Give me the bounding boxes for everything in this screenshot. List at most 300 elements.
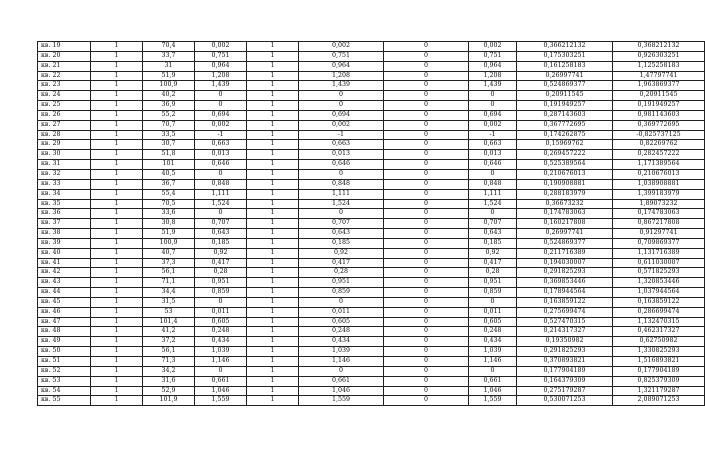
table-cell: 0,002 (299, 42, 384, 52)
table-cell: 0,291825293 (517, 347, 613, 357)
table-cell: 0,951 (299, 278, 384, 288)
table-cell: 1,439 (195, 81, 247, 91)
table-cell: 0,848 (195, 179, 247, 189)
table-cell: 0,210676013 (517, 169, 613, 179)
table-cell: 0,981143603 (613, 110, 705, 120)
table-cell: 0,643 (469, 229, 517, 239)
table-cell: 0 (299, 169, 384, 179)
table-cell: 51,9 (143, 229, 195, 239)
table-cell: 0 (384, 130, 469, 140)
table-cell: 0,28 (299, 268, 384, 278)
table-cell: 1,046 (469, 386, 517, 396)
table-cell: 1,208 (469, 71, 517, 81)
table-cell: 0,366212132 (517, 42, 613, 52)
table-cell: 0,011 (195, 307, 247, 317)
table-cell: 0 (384, 81, 469, 91)
table-cell: кв. 46 (38, 307, 91, 317)
table-cell: 1 (247, 120, 299, 130)
table-row (38, 386, 705, 396)
table-cell: 1 (91, 101, 143, 111)
table-cell: 37,3 (143, 258, 195, 268)
table-cell: 0,248 (195, 327, 247, 337)
table-row (38, 357, 705, 367)
table-row (38, 219, 705, 229)
table-cell: 0 (299, 366, 384, 376)
table-cell: 1 (247, 386, 299, 396)
table-cell: 1,046 (299, 386, 384, 396)
table-cell: 1,111 (469, 189, 517, 199)
table-cell: 1 (91, 61, 143, 71)
table-cell: 1 (247, 189, 299, 199)
table-cell: 1 (91, 347, 143, 357)
table-row (38, 42, 705, 52)
table-cell: кв. 30 (38, 150, 91, 160)
table-cell: 0 (384, 357, 469, 367)
table-cell: 100,9 (143, 81, 195, 91)
table-cell: кв. 38 (38, 229, 91, 239)
table-cell: 1,524 (195, 199, 247, 209)
table-cell: 0 (299, 101, 384, 111)
table-cell: 0 (469, 101, 517, 111)
table-cell: 1 (91, 169, 143, 179)
table-cell: 0 (384, 101, 469, 111)
table-cell: 0,92 (195, 248, 247, 258)
table-row (38, 199, 705, 209)
table-cell: 0,951 (195, 278, 247, 288)
table-cell: 0,661 (469, 376, 517, 386)
table-cell: 55,2 (143, 110, 195, 120)
table-cell: 0 (384, 278, 469, 288)
table-cell: 0,286699474 (613, 307, 705, 317)
table-cell: 1 (247, 160, 299, 170)
table-cell: 31,5 (143, 297, 195, 307)
table-row (38, 130, 705, 140)
table-cell: 33,6 (143, 209, 195, 219)
table-cell: 0 (384, 91, 469, 101)
table-cell: кв. 44 (38, 288, 91, 298)
table-cell: 0,002 (195, 120, 247, 130)
table-cell: 1 (247, 376, 299, 386)
data-table (37, 41, 705, 406)
table-cell: 0,964 (195, 61, 247, 71)
table-cell: 53 (143, 307, 195, 317)
table-cell: 1,559 (469, 396, 517, 406)
table-cell: 0,248 (469, 327, 517, 337)
table-cell: 1,037944564 (613, 288, 705, 298)
table-cell: 0,92 (299, 248, 384, 258)
table-cell: 0 (384, 169, 469, 179)
table-cell: 0 (384, 288, 469, 298)
table-cell: 1 (91, 120, 143, 130)
table-cell: 1 (247, 297, 299, 307)
table-cell: 0 (384, 150, 469, 160)
table-cell: 0,663 (195, 140, 247, 150)
table-cell: кв. 27 (38, 120, 91, 130)
table-cell: кв. 23 (38, 81, 91, 91)
table-cell: 1 (247, 357, 299, 367)
table-row (38, 376, 705, 386)
table-cell: кв. 40 (38, 248, 91, 258)
table-cell: 0,964 (469, 61, 517, 71)
table-cell: 1 (91, 268, 143, 278)
table-cell: 1 (91, 337, 143, 347)
table-cell: 0,163859122 (517, 297, 613, 307)
table-cell: 1 (91, 238, 143, 248)
table-cell: 1,046 (195, 386, 247, 396)
table-cell: 1 (91, 248, 143, 258)
table-row (38, 278, 705, 288)
table-cell: 1 (91, 386, 143, 396)
table-cell: 0,524869377 (517, 81, 613, 91)
table-cell: 0,002 (469, 42, 517, 52)
table-row (38, 189, 705, 199)
table-cell: 0 (384, 199, 469, 209)
table-cell: 0,663 (299, 140, 384, 150)
table-cell: 0 (384, 189, 469, 199)
table-cell: 71,3 (143, 357, 195, 367)
table-cell: 31 (143, 61, 195, 71)
table-row (38, 288, 705, 298)
table-cell: 1 (247, 317, 299, 327)
table-cell: кв. 41 (38, 258, 91, 268)
table-cell: кв. 35 (38, 199, 91, 209)
table-cell: 0,36673232 (517, 199, 613, 209)
table-cell: 0 (195, 297, 247, 307)
table-cell: 1 (247, 61, 299, 71)
table-cell: 100,9 (143, 238, 195, 248)
table-cell: 40,2 (143, 91, 195, 101)
table-cell: 0 (195, 91, 247, 101)
table-cell: 0,661 (299, 376, 384, 386)
table-cell: 0,646 (299, 160, 384, 170)
table-cell: 1 (247, 238, 299, 248)
table-cell: 0 (384, 71, 469, 81)
table-cell: 0,867217808 (613, 219, 705, 229)
table-cell: 1,321179287 (613, 386, 705, 396)
table-cell: 0,002 (469, 120, 517, 130)
table-cell: 0,013 (299, 150, 384, 160)
table-cell: 0,369772695 (613, 120, 705, 130)
table-cell: 0,611030007 (613, 258, 705, 268)
table-cell: 33,7 (143, 51, 195, 61)
table-cell: 0,002 (299, 120, 384, 130)
table-cell: 30,8 (143, 219, 195, 229)
table-cell: кв. 50 (38, 347, 91, 357)
table-cell: 0 (469, 297, 517, 307)
table-cell: 0,859 (299, 288, 384, 298)
table-cell: -1 (195, 130, 247, 140)
table-cell: 0,20911545 (517, 91, 613, 101)
table-cell: кв. 25 (38, 101, 91, 111)
table-cell: 1 (91, 42, 143, 52)
table-cell: 0,417 (469, 258, 517, 268)
table-cell: 0 (384, 337, 469, 347)
table-cell: 1 (247, 91, 299, 101)
table-cell: кв. 22 (38, 71, 91, 81)
table-cell: 0 (384, 219, 469, 229)
table-cell: 55,4 (143, 189, 195, 199)
table-row (38, 297, 705, 307)
table-cell: 1 (91, 199, 143, 209)
table-cell: 0,751 (469, 51, 517, 61)
table-cell: 0,174783063 (613, 209, 705, 219)
table-cell: 1,039 (469, 347, 517, 357)
table-cell: 1,208 (195, 71, 247, 81)
table-cell: 0 (299, 91, 384, 101)
table-cell: 1 (91, 130, 143, 140)
table-cell: кв. 51 (38, 357, 91, 367)
table-cell: 1 (247, 347, 299, 357)
table-cell: 101 (143, 160, 195, 170)
table-row (38, 238, 705, 248)
table-cell: 1 (91, 219, 143, 229)
table-cell: кв. 29 (38, 140, 91, 150)
table-cell: 1 (91, 51, 143, 61)
table-cell: 0 (469, 366, 517, 376)
table-cell: 36,9 (143, 101, 195, 111)
table-cell: 0,013 (469, 150, 517, 160)
table-cell: 40,5 (143, 169, 195, 179)
table-cell: 0,214317327 (517, 327, 613, 337)
table-cell: 0,859 (469, 288, 517, 298)
table-cell: -1 (299, 130, 384, 140)
table-cell: 0 (384, 140, 469, 150)
table-row (38, 396, 705, 406)
table-cell: 0,751 (299, 51, 384, 61)
table-cell: 0,859 (195, 288, 247, 298)
table-cell: кв. 45 (38, 297, 91, 307)
table-cell: 0,663 (469, 140, 517, 150)
table-cell: кв. 47 (38, 317, 91, 327)
table-cell: 0,275179287 (517, 386, 613, 396)
table-cell: 0,368212132 (613, 42, 705, 52)
table-cell: 51,8 (143, 150, 195, 160)
table-cell: 1 (247, 337, 299, 347)
table-cell: 1,47797741 (613, 71, 705, 81)
table-cell: 37,2 (143, 337, 195, 347)
table-cell: 0 (384, 51, 469, 61)
table-cell: кв. 42 (38, 268, 91, 278)
table-cell: 0 (195, 366, 247, 376)
table-cell: 0,694 (299, 110, 384, 120)
table-cell: 0,26997741 (517, 71, 613, 81)
table-cell: кв. 39 (38, 238, 91, 248)
table-cell: 0,82269762 (613, 140, 705, 150)
table-cell: 0,525389564 (517, 160, 613, 170)
table-cell: 0 (384, 248, 469, 258)
table-row (38, 258, 705, 268)
table-cell: 1 (91, 91, 143, 101)
table-cell: 1,330825293 (613, 347, 705, 357)
table-cell: 0,951 (469, 278, 517, 288)
table-cell: 1,111 (195, 189, 247, 199)
table-cell: 0,709869377 (613, 238, 705, 248)
table-cell: кв. 48 (38, 327, 91, 337)
table-cell: кв. 43 (38, 278, 91, 288)
table-cell: 0,185 (299, 238, 384, 248)
table-cell: 0,707 (195, 219, 247, 229)
table-row (38, 268, 705, 278)
table-cell: 0,643 (195, 229, 247, 239)
table-cell: 0,694 (469, 110, 517, 120)
table-cell: 0 (384, 179, 469, 189)
table-row (38, 61, 705, 71)
table-cell: 1 (247, 169, 299, 179)
table-cell: кв. 33 (38, 179, 91, 189)
table-cell: 0,177904189 (517, 366, 613, 376)
table-cell: кв. 20 (38, 51, 91, 61)
table-cell: кв. 54 (38, 386, 91, 396)
table-cell: 0 (384, 238, 469, 248)
table-cell: 1,146 (195, 357, 247, 367)
table-cell: 0 (384, 160, 469, 170)
table-cell: 1,516893821 (613, 357, 705, 367)
table-row (38, 347, 705, 357)
table-cell: 1,131716389 (613, 248, 705, 258)
table-cell: 1,132470315 (613, 317, 705, 327)
table-cell: 0 (384, 120, 469, 130)
table-cell: 0,160217808 (517, 219, 613, 229)
table-cell: 1 (247, 199, 299, 209)
table-cell: кв. 36 (38, 209, 91, 219)
table-cell: 0 (384, 297, 469, 307)
table-cell: кв. 52 (38, 366, 91, 376)
table-cell: 1 (247, 130, 299, 140)
table-cell: 1,524 (299, 199, 384, 209)
table-cell: 1 (91, 396, 143, 406)
table-row (38, 101, 705, 111)
table-cell: 70,5 (143, 199, 195, 209)
table-cell: 0,191949257 (613, 101, 705, 111)
table-row (38, 150, 705, 160)
table-cell: 0,175303251 (517, 51, 613, 61)
table-cell: 1 (91, 160, 143, 170)
table-cell: 1,439 (469, 81, 517, 91)
table-cell: 1 (91, 366, 143, 376)
table-cell: 101,9 (143, 396, 195, 406)
table-cell: 0,191949257 (517, 101, 613, 111)
table-cell: 0 (469, 169, 517, 179)
table-cell: 0,825379309 (613, 376, 705, 386)
table-cell: 1,208 (299, 71, 384, 81)
table-cell: 1 (247, 110, 299, 120)
table-cell: 0 (384, 327, 469, 337)
table-cell: 1,146 (469, 357, 517, 367)
table-cell: 1,320853446 (613, 278, 705, 288)
table-cell: 0,643 (299, 229, 384, 239)
table-cell: 0,707 (299, 219, 384, 229)
table-cell: кв. 34 (38, 189, 91, 199)
table-cell: 0,174262875 (517, 130, 613, 140)
table-cell: 0,011 (469, 307, 517, 317)
table-cell: 0 (384, 110, 469, 120)
table-cell: кв. 19 (38, 42, 91, 52)
table-cell: 0,275699474 (517, 307, 613, 317)
table-row (38, 110, 705, 120)
table-cell: 1,171389564 (613, 160, 705, 170)
table-row (38, 317, 705, 327)
table-row (38, 71, 705, 81)
table-cell: 1 (91, 297, 143, 307)
table-cell: 0,848 (469, 179, 517, 189)
table-cell: 30,7 (143, 140, 195, 150)
table-cell: 0,524869377 (517, 238, 613, 248)
table-cell: 1 (91, 71, 143, 81)
table-cell: 0,002 (195, 42, 247, 52)
table-cell: 1,125258183 (613, 61, 705, 71)
table-cell: 1,89073232 (613, 199, 705, 209)
table-cell: 0 (195, 169, 247, 179)
table-cell: 0 (469, 209, 517, 219)
table-cell: 0,210676013 (613, 169, 705, 179)
table-cell: 71,1 (143, 278, 195, 288)
table-row (38, 366, 705, 376)
table-cell: 1 (91, 288, 143, 298)
table-cell: 1,039 (299, 347, 384, 357)
table-cell: 0,434 (469, 337, 517, 347)
table-cell: 0,26997741 (517, 229, 613, 239)
table-cell: 0,605 (195, 317, 247, 327)
table-cell: 0 (384, 396, 469, 406)
table-cell: 0 (469, 91, 517, 101)
table-cell: 1 (91, 258, 143, 268)
table-cell: 0 (299, 209, 384, 219)
table-cell: кв. 32 (38, 169, 91, 179)
table-cell: 0,161258183 (517, 61, 613, 71)
table-cell: -1 (469, 130, 517, 140)
table-cell: 0,367772695 (517, 120, 613, 130)
table-cell: 0,369853446 (517, 278, 613, 288)
table-cell: 1 (247, 42, 299, 52)
table-row (38, 91, 705, 101)
table-cell: 51,9 (143, 71, 195, 81)
table-cell: 0,28 (195, 268, 247, 278)
table-cell: 1 (91, 278, 143, 288)
table-cell: 0,434 (195, 337, 247, 347)
table-cell: 34,4 (143, 288, 195, 298)
table-cell: 0,646 (469, 160, 517, 170)
table-cell: 0,211716389 (517, 248, 613, 258)
table-cell: 0 (384, 386, 469, 396)
table-cell: 1 (91, 140, 143, 150)
table-cell: 0,91297741 (613, 229, 705, 239)
table-cell: кв. 28 (38, 130, 91, 140)
table-cell: 0,174783063 (517, 209, 613, 219)
table-cell: 0 (384, 366, 469, 376)
table-cell: 1 (247, 327, 299, 337)
table-cell: 1,039 (195, 347, 247, 357)
table-cell: 1 (247, 307, 299, 317)
table-cell: 101,4 (143, 317, 195, 327)
table-cell: 1 (91, 229, 143, 239)
table-cell: 1 (247, 288, 299, 298)
table-cell: 0,62750982 (613, 337, 705, 347)
table-cell: 0,185 (469, 238, 517, 248)
table-cell: 70,7 (143, 120, 195, 130)
table-row (38, 169, 705, 179)
table-cell: 0,15969762 (517, 140, 613, 150)
table-cell: 0,20911545 (613, 91, 705, 101)
table-cell: 1 (91, 357, 143, 367)
table-cell: 0 (384, 317, 469, 327)
table-cell: 34,2 (143, 366, 195, 376)
table-cell: 1,963869377 (613, 81, 705, 91)
table-cell: 1 (247, 140, 299, 150)
table-row (38, 81, 705, 91)
table-cell: 0,964 (299, 61, 384, 71)
table-cell: 0,282457222 (613, 150, 705, 160)
table-cell: 0,291825293 (517, 268, 613, 278)
